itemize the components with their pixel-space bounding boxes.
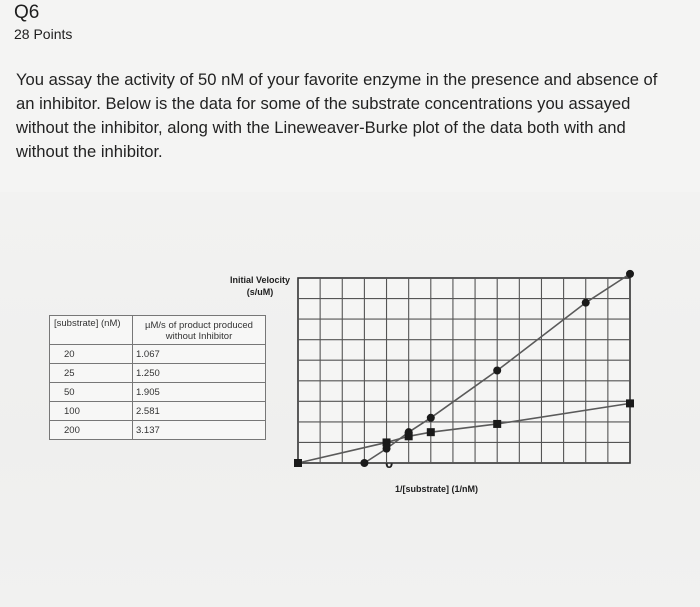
square-data-point — [493, 420, 501, 428]
table-cell: 200 — [50, 421, 133, 440]
circle-data-point — [360, 459, 368, 467]
square-data-point — [294, 459, 302, 467]
x-axis-label: 1/[substrate] (1/nM) — [395, 484, 479, 494]
table-cell: 50 — [50, 383, 133, 402]
circle-data-point — [493, 367, 501, 375]
table-cell: 2.581 — [133, 402, 266, 421]
question-text: You assay the activity of 50 nM of your favorite enzyme in the presence and absence of an inhibitor. Below is the data for some of the substrate concentrations you assayed without the inhibitor, along with the Lineweaver-Burke plot of the data both with and without the inhibitor. — [16, 70, 658, 161]
table-cell: 1.905 — [133, 383, 266, 402]
table-cell: 3.137 — [133, 421, 266, 440]
square-data-point — [383, 438, 391, 446]
circle-data-point — [582, 299, 590, 307]
square-data-point — [405, 432, 413, 440]
table-header-product: µM/s of product produced without Inhibitor — [133, 316, 266, 345]
square-data-point — [626, 399, 634, 407]
question-points: 28 Points — [14, 26, 73, 42]
table-cell: 20 — [50, 345, 133, 364]
plot-grid — [298, 278, 630, 463]
table-header-substrate: [substrate] (nM) — [50, 316, 133, 345]
plot-frame — [298, 278, 630, 463]
table-cell: 100 — [50, 402, 133, 421]
square-data-point — [427, 428, 435, 436]
table-cell: 25 — [50, 364, 133, 383]
question-title: Q6 — [14, 2, 40, 23]
table-cell: 1.067 — [133, 345, 266, 364]
circle-data-point — [626, 270, 634, 278]
table-cell: 1.250 — [133, 364, 266, 383]
circle-data-point — [427, 414, 435, 422]
y-axis-label: Initial Velocity (s/uM) — [229, 275, 291, 297]
